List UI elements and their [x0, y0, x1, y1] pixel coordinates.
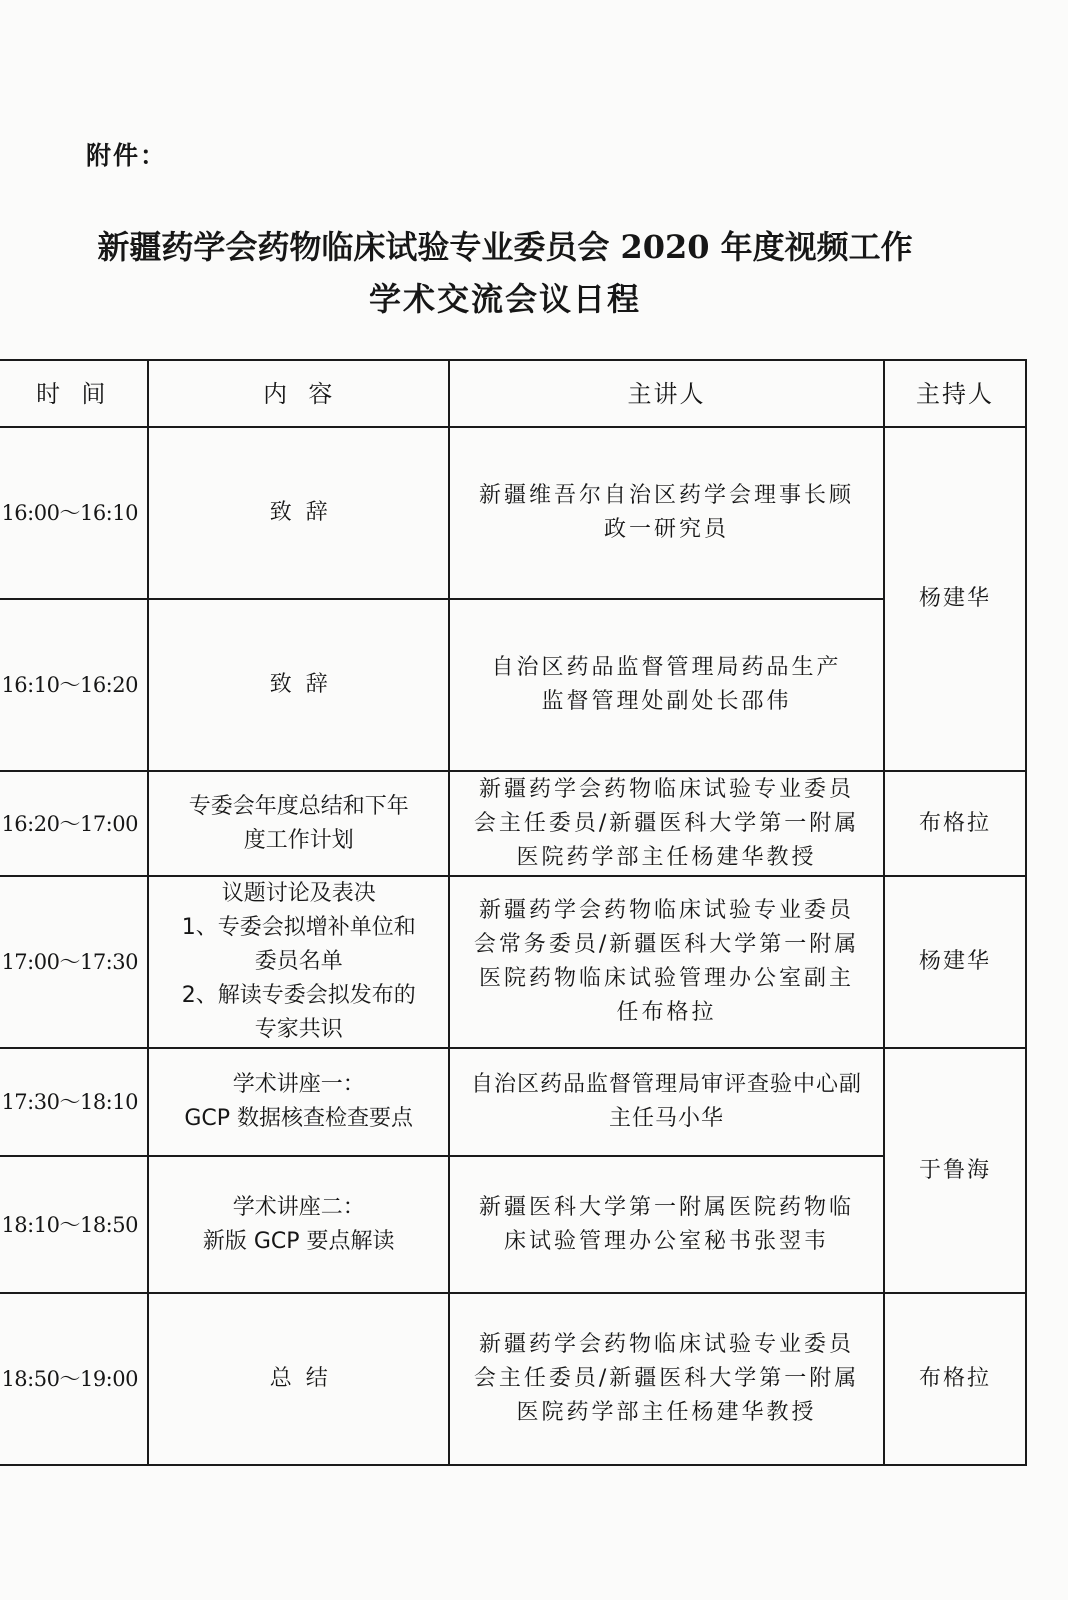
content-line: 专委会年度总结和下年 [188, 793, 409, 819]
table-header-row [0, 360, 1026, 427]
content-line: 致 辞 [269, 500, 328, 525]
speaker-cell [449, 876, 884, 1048]
speaker-cell [449, 1048, 884, 1156]
speaker-line: 医院药物临床试验管理办公室副主 [479, 966, 855, 991]
table-row [0, 427, 1026, 599]
speaker-line: 会主任委员/新疆医科大学第一附属 [473, 1366, 860, 1391]
host-cell: 于鲁海 [884, 1048, 1026, 1293]
host-cell: 杨建华 [884, 427, 1026, 771]
content-line: 议题讨论及表决 [221, 881, 376, 906]
content-cell [148, 876, 449, 1048]
time-value: 16:20～17:00 [1, 811, 138, 836]
document-title-line1: 新疆药学会药物临床试验专业委员会 2020 年度视频工作 [97, 228, 913, 266]
header-host: 主持人 [884, 360, 1026, 427]
speaker-line: 医院药学部主任杨建华教授 [516, 844, 817, 870]
content-cell [148, 1293, 449, 1465]
host-cell: 布格拉 [884, 771, 1026, 876]
table-row [0, 599, 1026, 771]
time-cell [0, 427, 148, 599]
table-row [0, 1293, 1026, 1465]
speaker-line: 新疆药学会药物临床试验专业委员 [479, 1332, 855, 1357]
speaker-line: 新疆药学会药物临床试验专业委员 [479, 776, 855, 802]
speaker-cell [449, 599, 884, 771]
speaker-line: 新疆维吾尔自治区药学会理事长顾 [479, 483, 855, 508]
content-line: 学术讲座一： [232, 1072, 365, 1097]
speaker-line: 任布格拉 [616, 1000, 717, 1025]
table-row [0, 1156, 1026, 1293]
content-line: 致 辞 [269, 672, 328, 697]
time-cell [0, 599, 148, 771]
time-cell [0, 1048, 148, 1156]
content-line: 1、专委会拟增补单位和 [181, 915, 416, 940]
speaker-line: 监督管理处副处长邵伟 [541, 689, 792, 714]
speaker-line: 会主任委员/新疆医科大学第一附属 [473, 810, 860, 836]
content-cell [148, 1048, 449, 1156]
document-title-line2: 学术交流会议日程 [368, 280, 641, 318]
content-line: 委员名单 [254, 949, 343, 974]
time-cell [0, 771, 148, 876]
speaker-line: 政一研究员 [604, 517, 730, 542]
time-value: 17:00～17:30 [1, 950, 138, 974]
speaker-line: 自治区药品监督管理局审评查验中心副 [471, 1072, 863, 1097]
host-cell: 布格拉 [884, 1293, 1026, 1465]
time-cell [0, 1156, 148, 1293]
schedule-table [0, 359, 1027, 1466]
speaker-line: 新疆药学会药物临床试验专业委员 [479, 898, 855, 923]
content-line: GCP 数据核查检查要点 [184, 1106, 414, 1131]
time-value: 18:10～18:50 [1, 1212, 138, 1237]
time-value: 17:30～18:10 [1, 1090, 138, 1114]
time-value: 16:10～16:20 [1, 673, 138, 697]
content-line: 2、解读专委会拟发布的 [181, 983, 416, 1008]
content-line: 总 结 [269, 1366, 328, 1391]
time-cell [0, 876, 148, 1048]
table-row [0, 1048, 1026, 1156]
table-row [0, 876, 1026, 1048]
content-line: 学术讲座二： [232, 1194, 365, 1220]
speaker-line: 会常务委员/新疆医科大学第一附属 [473, 932, 860, 957]
speaker-line: 新疆医科大学第一附属医院药物临 [479, 1194, 855, 1220]
speaker-cell [449, 427, 884, 599]
speaker-line: 医院药学部主任杨建华教授 [516, 1400, 817, 1425]
content-line: 专家共识 [254, 1017, 343, 1042]
content-line: 新版 GCP 要点解读 [202, 1228, 395, 1254]
time-value: 18:50～19:00 [1, 1367, 138, 1391]
header-content: 内 容 [148, 360, 449, 427]
speaker-cell [449, 771, 884, 876]
content-line: 度工作计划 [243, 827, 354, 853]
speaker-cell [449, 1293, 884, 1465]
table-row [0, 771, 1026, 876]
content-cell [148, 1156, 449, 1293]
time-cell [0, 1293, 148, 1465]
speaker-line: 主任马小华 [609, 1106, 725, 1131]
time-value: 16:00～16:10 [1, 501, 138, 525]
speaker-line: 自治区药品监督管理局药品生产 [491, 655, 842, 680]
attachment-label: 附件： [86, 141, 168, 170]
header-speaker: 主讲人 [449, 360, 884, 427]
host-cell: 杨建华 [884, 876, 1026, 1048]
content-cell [148, 599, 449, 771]
content-cell [148, 771, 449, 876]
speaker-line: 床试验管理办公室秘书张翌韦 [504, 1228, 830, 1254]
header-time: 时 间 [0, 360, 148, 427]
speaker-cell [449, 1156, 884, 1293]
content-cell [148, 427, 449, 599]
